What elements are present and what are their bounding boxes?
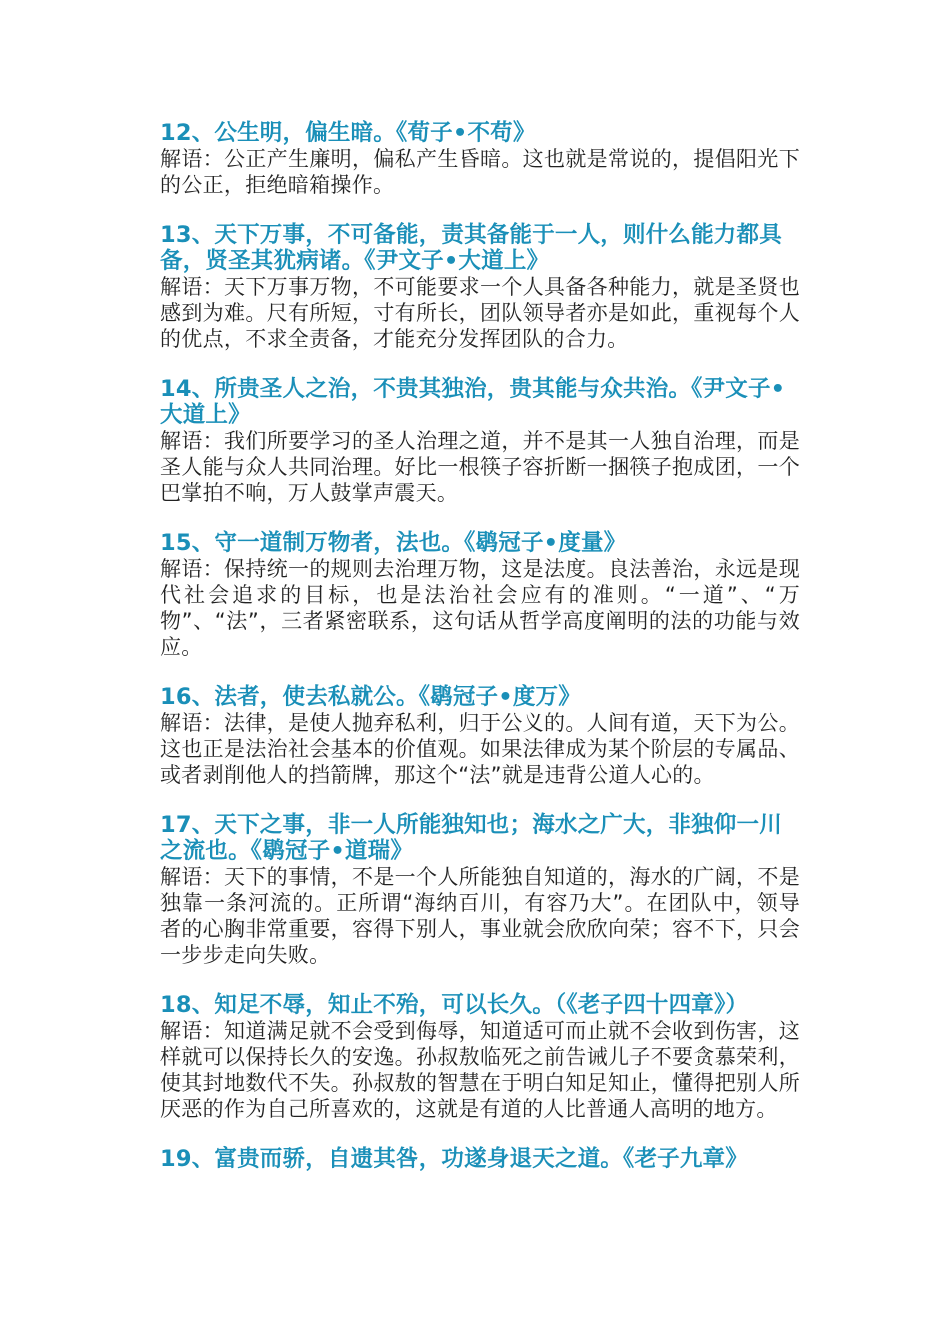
entry-heading: 16、法者，使去私就公。《鹖冠子•度万》: [160, 684, 581, 710]
entry-heading: 13、天下万事，不可备能，责其备能于一人，则什么能力都具备，贤圣其犹病诸。《尹文子•大道上》: [160, 222, 782, 274]
entry-15: [160, 530, 800, 660]
entry-explanation: 解语：法律，是使人抛弃私利，归于公义的。人间有道，天下为公。这也正是法治社会基本的价值观。如果法律成为某个阶层的专属品、或者剥削他人的挡箭牌，那这个“法”就是违背公道人心的。: [160, 711, 800, 787]
entry-17: [160, 812, 800, 968]
entry-explanation: 解语：天下万事万物，不可能要求一个人具备各种能力，就是圣贤也感到为难。尺有所短，寸有所长，团队领导者亦是如此，重视每个人的优点，不求全责备，才能充分发挥团队的合力。: [160, 275, 800, 351]
entry-heading: 18、知足不辱，知止不殆，可以长久。（《老子四十四章》）: [160, 992, 749, 1018]
entry-heading: 14、所贵圣人之治，不贵其独治，贵其能与众共治。《尹文子•大道上》: [160, 376, 786, 428]
entry-explanation: 解语：保持统一的规则去治理万物，这是法度。良法善治，永远是现代社会追求的目标，也是法治社会应有的准则。“一道”、“万物”、“法”，三者紧密联系，这句话从哲学高度阐明的法的功能与效应。: [160, 557, 800, 659]
entry-heading: 15、守一道制万物者，法也。《鹖冠子•度量》: [160, 530, 627, 556]
entry-heading: 12、公生明，偏生暗。《荀子•不苟》: [160, 120, 536, 146]
entry-19: [160, 1146, 800, 1172]
document-page: [160, 120, 800, 1196]
entry-explanation: 解语：天下的事情，不是一个人所能独自知道的，海水的广阔，不是独靠一条河流的。正所谓“海纳百川，有容乃大”。在团队中，领导者的心胸非常重要，容得下别人，事业就会欣欣向荣；容不下，只会一步步走向失败。: [160, 865, 800, 967]
entry-explanation: 解语：公正产生廉明，偏私产生昏暗。这也就是常说的，提倡阳光下的公正，拒绝暗箱操作。: [160, 147, 800, 197]
entry-heading: 17、天下之事，非一人所能独知也；海水之广大，非独仰一川之流也。《鹖冠子•道瑞》: [160, 812, 782, 864]
entry-13: [160, 222, 800, 352]
entry-heading: 19、富贵而骄，自遗其咎，功遂身退天之道。《老子九章》: [160, 1146, 748, 1172]
entry-16: [160, 684, 800, 788]
entry-explanation: 解语：知道满足就不会受到侮辱，知道适可而止就不会收到伤害，这样就可以保持长久的安逸。孙叔敖临死之前告诫儿子不要贪慕荣利，使其封地数代不失。孙叔敖的智慧在于明白知足知止，懂得把别人所厌恶的作为自己所喜欢的，这就是有道的人比普通人高明的地方。: [160, 1019, 800, 1121]
entry-explanation: 解语：我们所要学习的圣人治理之道，并不是其一人独自治理，而是圣人能与众人共同治理。好比一根筷子容折断一捆筷子抱成团，一个巴掌拍不响，万人鼓掌声震天。: [160, 429, 800, 505]
entry-14: [160, 376, 800, 506]
entry-18: [160, 992, 800, 1122]
entry-12: [160, 120, 800, 198]
